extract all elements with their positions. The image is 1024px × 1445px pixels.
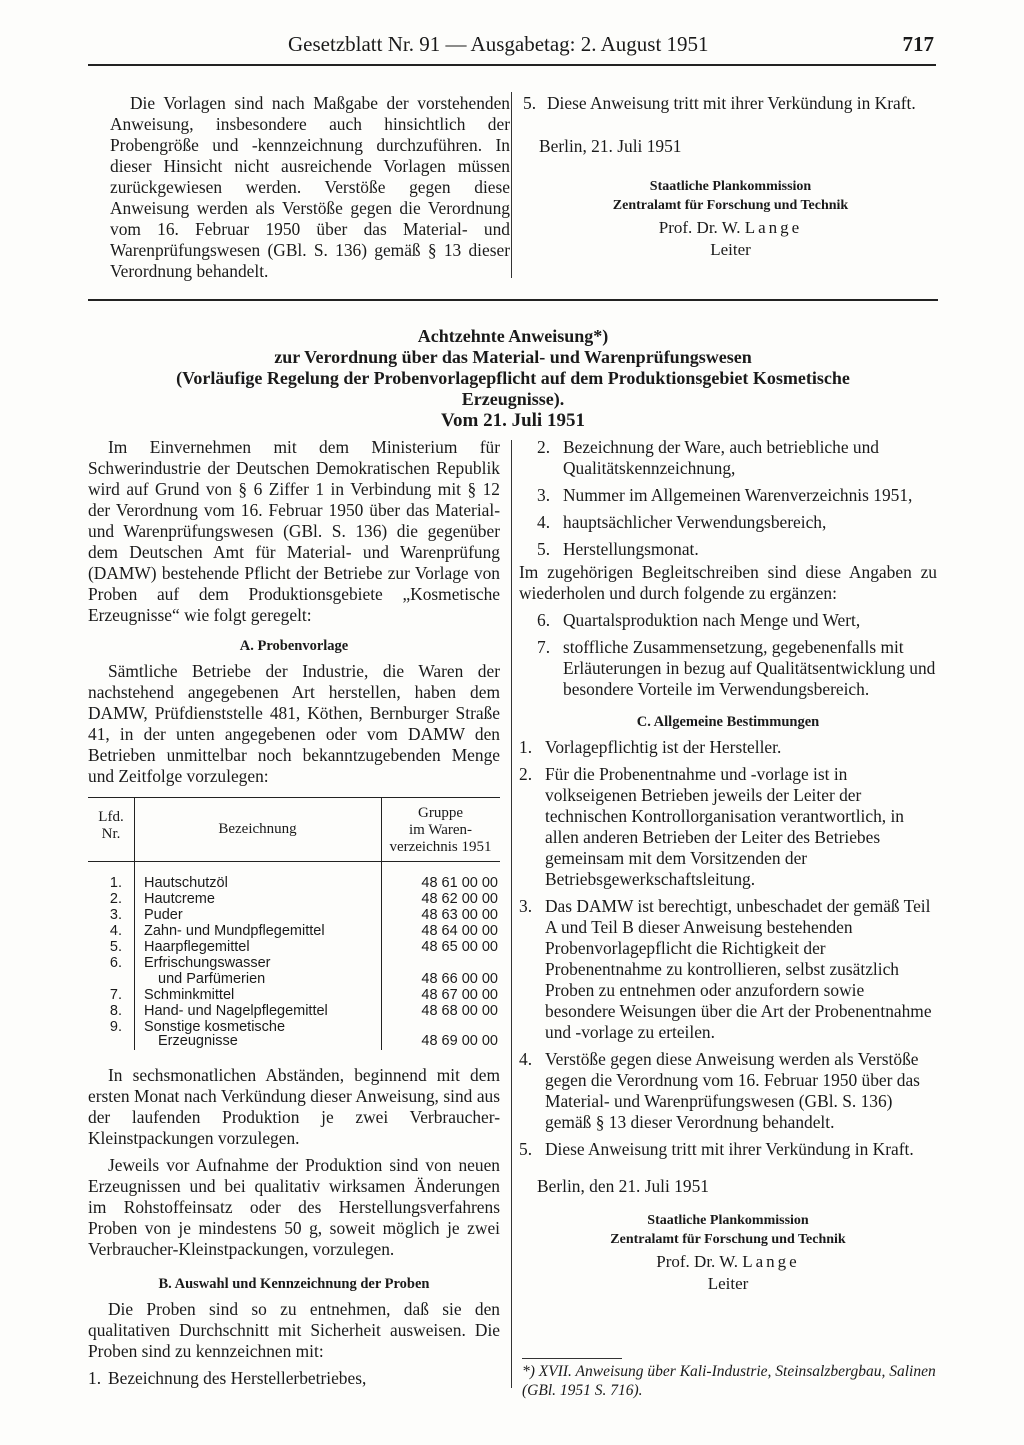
provision-5: 5. Diese Anweisung tritt mit ihrer Verkündung in Kraft. — [519, 1139, 914, 1159]
footnote: *) XVII. Anweisung über Kali-Industrie, Steinsalzbergbau, Salinen (GBl. 1951 S. 716). — [522, 1363, 936, 1399]
section-b-heading: B. Auswahl und Kennzeichnung der Proben — [158, 1276, 430, 1292]
section-c-heading: C. Allgemeine Bestimmungen — [636, 714, 820, 730]
signature-org-1: Staatliche Plankommission — [649, 179, 812, 194]
new-products-paragraph: Jeweils vor Aufnahme der Produktion sind von neuen Erzeugnissen und bei qualitativ wirksamen Änderungen im Rohstoffeinsatz oder des Herstellungsverfahrens Proben von je mindestens 50 g, soweit möglich je zwei Verbraucher-Kleinstpackungen, vorzulegen. — [88, 1155, 500, 1259]
marking-item-2: 2. Bezeichnung der Ware, auch betriebliche und Qualitätskennzeichnung, — [537, 437, 880, 478]
section-b-text: Die Proben sind so zu entnehmen, daß sie den qualitativen Durchschnitt mit Sicherheit ausweisen. Die Proben sind zu kennzeichnen mit: — [88, 1299, 500, 1361]
title-date: Vom 21. Juli 1951 — [441, 410, 585, 431]
cover-letter-paragraph: Im zugehörigen Begleitschreiben sind diese Angaben zu wiederholen und durch folgende zu ergänzen: — [519, 562, 937, 603]
provision-3: 3. Das DAMW ist berechtigt, unbeschadet der gemäß Teil A und Teil B dieser Anweisung bestehenden Probenvorlagepflicht die Richtigkeit der Probenentnahme zu kontrollieren, selbst zusätzlich Proben zu entnehmen oder anzufordern sowie besondere Weisungen über die Art der Probenentnahme und -vorlage zu erteilen. — [519, 896, 932, 1042]
signatory-name: Prof. Dr. W. Lange — [658, 218, 803, 237]
marking-item-5: 5. Herstellungsmonat. — [537, 539, 699, 559]
main-right-column — [519, 437, 937, 1295]
marking-item-3: 3. Nummer im Allgemeinen Warenverzeichnis 1951, — [537, 485, 913, 505]
top-left-column — [110, 93, 510, 282]
provision-4: 4. Verstöße gegen diese Anweisung werden als Verstöße gegen die Verordnung vom 16. Februar 1950 über das Material- und Warenprüfungswesen (GBl. S. 136) gemäß § 13 dieser Verordnung behandelt. — [519, 1049, 920, 1132]
continuation-paragraph: Die Vorlagen sind nach Maßgabe der vorstehenden Anweisung, insbesondere auch hinsichtlich der Probengröße und -kennzeichnung durchzuführen. In dieser Hinsicht nicht ausreichende Vorlagen müssen zurückgewiesen werden. Verstöße gegen diese Anweisung werden als Verstöße gegen die Verordnung vom 16. Februar 1950 über das Material- und Warenprüfungswesen (GBl. S. 136) gemäß § 13 dieser Verordnung behandelt. — [110, 93, 510, 281]
signatory-role: Leiter — [707, 1274, 749, 1293]
table-header-nr: Lfd. Nr. — [98, 809, 124, 842]
page-header — [88, 30, 936, 66]
provision-2: 2. Für die Probenentnahme und -vorlage ist in volkseigenen Betrieben jeweils der Leiter der technischen Kontrollorganisation verantwortlich, in allen anderen Betrieben der Leiter des Betriebes gemeinsam mit dem Vorsitzenden der Betriebsgewerkschaftsleitung. — [519, 764, 904, 889]
signature-org-2: Zentralamt für Forschung und Technik — [610, 1232, 846, 1247]
title-line-4: Erzeugnisse). — [461, 389, 565, 409]
signature-org-1: Staatliche Plankommission — [647, 1213, 809, 1228]
signature-date: Berlin, 21. Juli 1951 — [539, 136, 682, 156]
main-left-column — [88, 437, 500, 787]
section-a-text: Sämtliche Betriebe der Industrie, die Waren der nachstehend angegebenen Art herstellen, haben dem DAMW, Prüfdienststelle 481, Köthen, Bernburger Straße 41, in der unten angegebenen oder vom DAMW den Betrieben unmittelbar noch bekanntzugebenden Menge und Zeitfolge vorzulegen: — [88, 661, 500, 786]
product-table: Lfd. Nr. Bezeichnung Gruppe im Waren- verzeichnis 1951 1. Hautschutzöl 48 61 00 00 2. Hautcreme 48 62 00 00 3. Puder 48 63 00 00 4. Zahn- und Mundpflegemittel 48 64 00 00 5. Haarpflegemittel 48 65 00 00 6. Erfrischungswasser und Parfümerien 48 66 00 00 7. Schminkmittel 48 67 00 00 8. Hand- und Nagelpflegemittel 48 68 00 00 9. Sonstige kosmetische Erzeugnisse 48 69 00 00 — [88, 797, 500, 1050]
title-line-2: zur Verordnung über das Material- und Warenprüfungswesen — [274, 347, 752, 367]
decree-title — [88, 326, 938, 431]
table-header-gruppe: Gruppe im Waren- verzeichnis 1951 — [389, 805, 492, 855]
interval-paragraph: In sechsmonatlichen Abständen, beginnend mit dem ersten Monat nach Verkündung dieser Anweisung, sind aus der laufenden Produktion je zwei Verbraucher-Kleinstpackungen vorzulegen. — [88, 1065, 500, 1148]
section-separator — [88, 299, 938, 301]
intro-paragraph: Im Einvernehmen mit dem Ministerium für Schwerindustrie der Deutschen Demokratischen Republik wird auf Grund von § 6 Ziffer 1 in Verbindung mit § 12 der Verordnung vom 16. Februar 1950 über das Material- und Warenprüfungswesen (GBl. S. 136) die gegenüber dem Deutschen Amt für Material- und Warenprüfung (DAMW) bestehende Pflicht der Betriebe zur Vorlage von Proben auf dem Produktionsgebiete „Kosmetische Erzeugnisse“ wie folgt geregelt: — [88, 437, 500, 625]
signature-block-top — [523, 177, 938, 261]
title-line-1: Achtzehnte Anweisung*) — [417, 326, 609, 346]
final-clause: 5. Diese Anweisung tritt mit ihrer Verkündung in Kraft. — [523, 93, 916, 113]
signature-org-2: Zentralamt für Forschung und Technik — [612, 198, 849, 213]
marking-item-4: 4. hauptsächlicher Verwendungsbereich, — [537, 512, 827, 532]
signature-block-bottom — [519, 1211, 937, 1295]
provision-1: 1. Vorlagepflichtig ist der Hersteller. — [519, 737, 782, 757]
footnote-rule — [522, 1358, 622, 1359]
column-divider-top — [511, 92, 512, 278]
signatory-role: Leiter — [710, 240, 751, 259]
marking-item-6: 6. Quartalsproduktion nach Menge und Wert, — [537, 610, 861, 630]
top-right-column — [523, 93, 938, 261]
main-left-column-lower — [88, 1065, 500, 1395]
marking-item-1: 1. Bezeichnung des Herstellerbetriebes, — [88, 1368, 367, 1388]
table-header-bezeichnung: Bezeichnung — [218, 821, 297, 837]
section-a-heading: A. Probenvorlage — [239, 638, 349, 654]
closing-date: Berlin, den 21. Juli 1951 — [537, 1176, 709, 1196]
title-line-3: (Vorläufige Regelung der Probenvorlagepflicht auf dem Produktionsgebiet Kosmetische — [176, 368, 850, 388]
page-number: 717 — [902, 32, 934, 56]
gazette-title: Gesetzblatt Nr. 91 — Ausgabetag: 2. August 1951 — [288, 32, 709, 56]
marking-item-7: 7. stoffliche Zusammensetzung, gegebenenfalls mit Erläuterungen in bezug auf Qualitätsentwicklung und besondere Vorteile im Verwendungsbereich. — [537, 637, 936, 699]
column-divider-main — [511, 440, 512, 1388]
signatory-name: Prof. Dr. W. Lange — [656, 1252, 800, 1271]
